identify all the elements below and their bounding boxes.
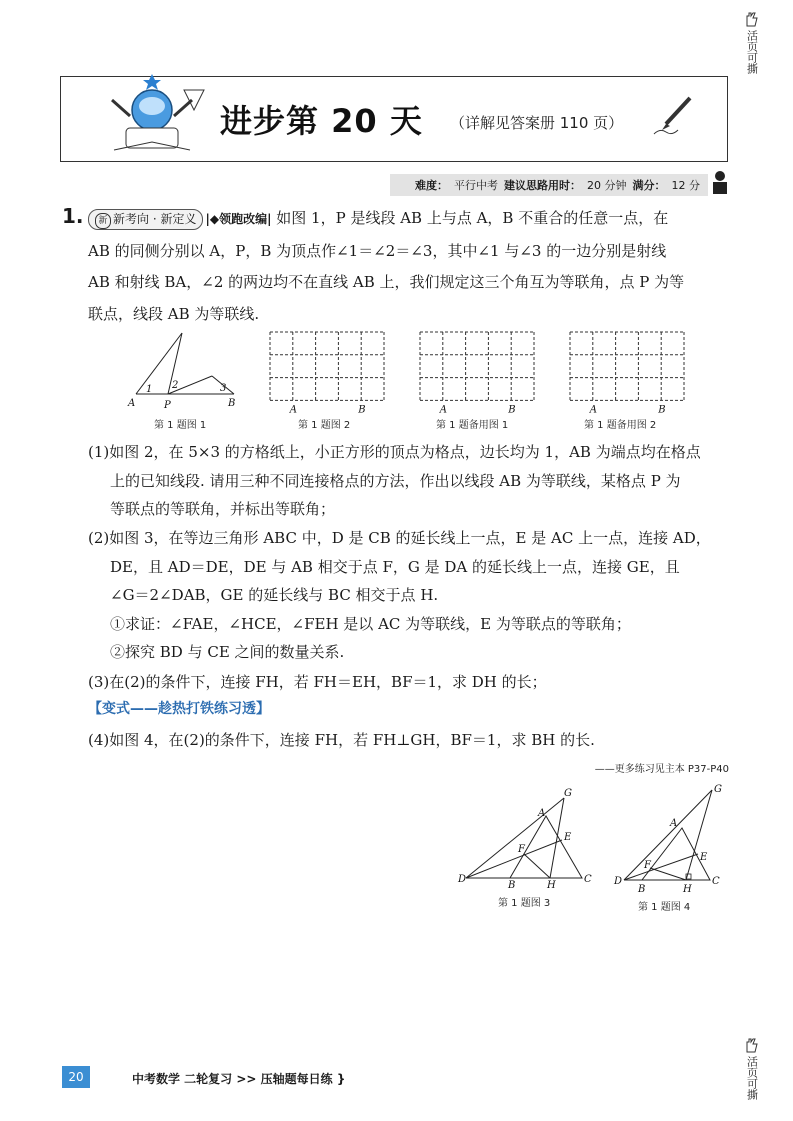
- intro-line: AB 和射线 BA，∠2 的两边均不在直线 AB 上，我们规定这三个角互为等联角，点 P 为等: [88, 273, 685, 291]
- time-value: 20 分钟: [587, 179, 627, 192]
- label-B: B: [358, 404, 366, 416]
- label-E: E: [564, 832, 572, 843]
- label-A: A: [289, 404, 298, 416]
- intro-line: 新 新考向 · 新定义 |◆领跑改编| 如图 1，P 是线段 AB 上与点 A，B 不重合的任意一点，在: [88, 203, 738, 236]
- grid-figure: [570, 332, 684, 415]
- figure-4: [613, 784, 722, 913]
- part1-line: 上的已知线段. 请用三种不同连接格点的方法，作出以线段 AB 为等联线，某格点 P 为: [110, 471, 681, 490]
- time-label: 建议思路用时：: [504, 179, 581, 192]
- problem-intro: [88, 203, 738, 330]
- label-B: B: [508, 404, 516, 416]
- label-F: F: [518, 844, 525, 855]
- figures-row: [120, 328, 740, 434]
- astronaut-illustration: [104, 70, 214, 160]
- source-tag: |◆领跑改编|: [205, 212, 272, 226]
- part2-line: DE，且 AD＝DE，DE 与 AB 相交于点 F，G 是 DA 的延长线上一点，连接 GE，且: [110, 557, 680, 576]
- variant-heading: 【变式——趁热打铁练习透】: [88, 701, 270, 717]
- tear-off-tag-top: [741, 10, 763, 74]
- tear-off-label: 活页可撕: [745, 30, 759, 74]
- intro-line: AB 的同侧分别以 A，P，B 为顶点作∠1＝∠2＝∠3，其中∠1 与∠3 的一边分别是射线: [88, 241, 667, 260]
- grid-figures: [270, 332, 684, 415]
- label-A: A: [538, 808, 546, 819]
- fig3-caption: 第 1 题图 3: [498, 898, 551, 909]
- figure-3: [457, 788, 592, 909]
- label-B: B: [228, 398, 236, 409]
- label-A: A: [128, 398, 136, 409]
- part2-ii: ②探究 BD 与 CE 之间的数量关系.: [110, 643, 345, 661]
- label-F: F: [644, 860, 651, 871]
- label-P: P: [164, 400, 171, 411]
- part-2: [88, 524, 711, 667]
- part1-line: (1)如图 2，在 5×3 的方格纸上，小正方形的顶点为格点，边长均为 1，AB 为端点均在格点: [88, 443, 701, 461]
- label-C: C: [712, 876, 720, 887]
- fig2-caption: 第 1 题图 2: [298, 420, 351, 431]
- figure-1: [127, 333, 235, 431]
- angle-1: 1: [146, 384, 153, 395]
- fig4-caption: 第 1 题图 4: [638, 902, 691, 913]
- part-4: (4)如图 4，在(2)的条件下，连接 FH，若 FH⊥GH，BF＝1，求 BH 的长.: [88, 731, 595, 749]
- angle-2: 2: [172, 380, 179, 391]
- part2-i: ①求证：∠FAE，∠HCE，∠FEH 是以 AC 为等联线，E 为等联点的等联角；: [110, 614, 631, 633]
- pen-icon: [652, 94, 696, 136]
- bomb-icon: [710, 166, 730, 196]
- figures-3-4: [452, 782, 752, 922]
- label-A: A: [670, 818, 678, 829]
- difficulty-value: 平行中考: [454, 179, 498, 192]
- question-number: 1.: [62, 204, 84, 228]
- part-1: [88, 438, 701, 524]
- score-label: 满分：: [632, 179, 666, 192]
- part-3: (3)在(2)的条件下，连接 FH，若 FH＝EH，BF＝1，求 DH 的长；: [88, 673, 547, 691]
- label-G: G: [564, 788, 572, 799]
- label-G: G: [714, 784, 722, 795]
- meta-bar: [390, 174, 708, 196]
- part2-line: (2)如图 3，在等边三角形 ABC 中，D 是 CB 的延长线上一点，E 是 AC 上一点，连接 AD，: [88, 529, 711, 547]
- hand-icon: [743, 1036, 761, 1054]
- label-A: A: [589, 404, 598, 416]
- more-practice: ——更多练习见主本 P37-P40: [594, 764, 729, 775]
- label-B: B: [508, 880, 516, 891]
- label-D: D: [614, 876, 623, 887]
- part2-line: ∠G＝2∠DAB，GE 的延长线与 BC 相交于点 H.: [110, 586, 439, 604]
- label-H: H: [683, 884, 692, 895]
- page-title: 进步第 20 天: [220, 102, 423, 140]
- label-A: A: [439, 404, 448, 416]
- part1-line: 等联点的等联角，并标出等联角；: [110, 500, 336, 518]
- label-H: H: [547, 880, 556, 891]
- grid-figure: [270, 332, 384, 415]
- grid-figure: [420, 332, 534, 415]
- difficulty-label: 难度：: [415, 179, 448, 192]
- hand-icon: [743, 10, 761, 28]
- tear-off-tag-bottom: [741, 1036, 763, 1100]
- label-E: E: [700, 852, 708, 863]
- tear-off-label: 活页可撕: [745, 1056, 759, 1100]
- score-value: 12 分: [671, 179, 700, 192]
- page-number: 20: [62, 1066, 90, 1088]
- fig1-caption: 第 1 题图 1: [154, 420, 207, 431]
- book-title: 中考数学 二轮复习 >> 压轴题每日练 }: [132, 1072, 346, 1086]
- page-subtitle: （详解见答案册 110 页）: [450, 114, 624, 132]
- label-C: C: [584, 874, 592, 885]
- label-B: B: [658, 404, 666, 416]
- spare2-caption: 第 1 题备用图 2: [584, 420, 657, 431]
- spare1-caption: 第 1 题备用图 1: [436, 420, 509, 431]
- new-direction-badge: 新 新考向 · 新定义: [88, 209, 203, 230]
- angle-3: 3: [220, 383, 227, 394]
- label-D: D: [458, 874, 467, 885]
- label-B: B: [638, 884, 646, 895]
- intro-line: 联点，线段 AB 为等联线.: [88, 304, 260, 323]
